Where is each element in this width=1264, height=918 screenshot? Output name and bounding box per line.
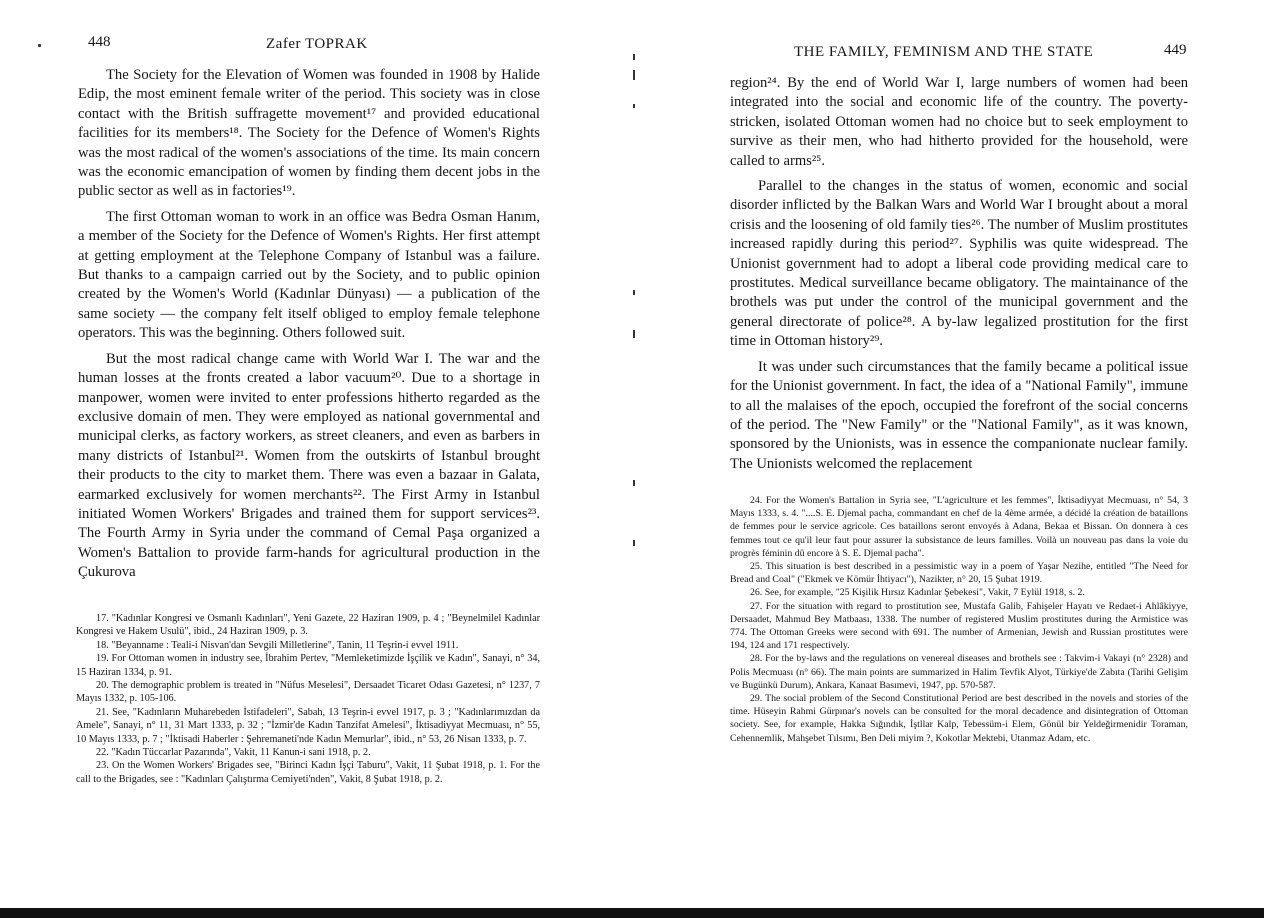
left-page-number: 448 bbox=[88, 34, 111, 50]
footnote-24: 24. For the Women's Battalion in Syria see, "L'agriculture et les femmes", İktisadiyyat Mecmuası, n° 54, 3 Mayıs 1333, s. 4. "....S. E. Djemal pacha, commandant en chef de la 4ème armée, a décidé la création de bataillons de femmes pour le service agricole. Ces bataillons seront envoyés à Adana, Bekaa et Bissan. On donnera à ces femmes tout ce qu'il leur faut pour assurer la subsistance de leurs familles. Voilà un nouveau pas dans la voie du progrès féminin dû encore à S. E. Djemal pacha". bbox=[730, 495, 1188, 559]
footnote-26: 26. See, for example, "25 Kişilik Hırsız Kadınlar Şebekesi", Vakit, 7 Eylül 1918, s. 2. bbox=[750, 587, 1085, 599]
right-paragraph: Parallel to the changes in the status of women, economic and social disorder inflicted by the Balkan Wars and World War I brought about a moral crisis and the loosening of old family ties²⁶. The number of Muslim prostitutes increased rapidly during this period²⁷. Syphilis was quite widespread. The Unionist government had to adopt a liberal code providing medical care to prostitutes. Medical surveillance became obligatory. The maintainance of the brothels was put under the control of the municipal government and the general directorate of police²⁸. A by-law legalized prostitution for the first time in Ottoman history²⁹. bbox=[730, 178, 1188, 350]
scan-edge-bar bbox=[0, 908, 1264, 918]
right-page bbox=[632, 0, 1264, 918]
right-body-text bbox=[730, 74, 1188, 480]
footnote-29: 29. The social problem of the Second Constitutional Period are best described in the novels and stories of the time. Hüseyin Rahmi Gürpınar's novels can be consulted for the moral decadence and disintegration of Ottoman society. See, for example, Hakka Sığındık, İştllar Kalp, Tebessüm-i Elem, Gönül bir Yeldeğirmenidir Toraman, Cehennemlik, Mahşebet Tılsımı, Ben Deli miyim ?, Kokotlar Mektebi, Utanmaz Adam, etc. bbox=[730, 693, 1188, 744]
left-body-text bbox=[78, 66, 540, 589]
right-footnotes bbox=[730, 494, 1188, 745]
footnote-22: 22. "Kadın Tüccarlar Pazarında", Vakit, 11 Kanun-i sani 1918, p. 2. bbox=[96, 747, 371, 759]
footnote-21: 21. See, "Kadınların Muharebeden İstifadeleri", Sabah, 13 Teşrin-i evvel 1917, p. 3 ; "Kadınlarımızdan da Amele", Sanayi, n° 11, 31 Mart 1333, p. 32 ; "İzmir'de Kadın Tanzifat Amelesi", İktisadiyyat Mecmuası, n° 55, 10 Mayıs 1333, p. 7 ; "İktisadi Haberler : Şehremaneti'nde Kadın Memurlar", ibid., n° 53, 26 Nisan 1333, p. 7. bbox=[76, 706, 540, 745]
footnote-17: 17. "Kadınlar Kongresi ve Osmanlı Kadınları", Yeni Gazete, 22 Haziran 1909, p. 4 ; "Beynelmilel Kadınlar Kongresi ve Hakem Usulü", ibid., 24 Haziran 1909, p. 3. bbox=[76, 613, 540, 638]
footnote-20: 20. The demographic problem is treated in "Nüfus Meselesi", Dersaadet Ticaret Odası Gazetesi, n° 1237, 7 Mayıs 1332, p. 105-106. bbox=[76, 680, 540, 705]
left-paragraph: The first Ottoman woman to work in an office was Bedra Osman Hanım, a member of the Society for the Defence of Women's Rights. Her first attempt at getting employment at the Telephone Company of Istanbul was a failure. But thanks to a campaign carried out by the Society, and to public opinion created by the Women's World (Kadınlar Dünyası) — a publication of the same society — the company felt itself obliged to employ female telephone operators. This was the beginning. Others followed suit. bbox=[78, 208, 540, 342]
footnote-27: 27. For the situation with regard to prostitution see, Mustafa Galib, Fahişeler Hayatı ve Redaet-i Ahlâkiyye, Dersaadet, Mahmud Bey Matbaası, 1338. The number of registered Muslim prostitutes during the Armistice was 774. The Ottoman Greeks were second with 691. The number of Armenian, Jewish and Russian prostitutes were 194, 124 and 171 respectively. bbox=[730, 600, 1188, 652]
footnote-28: 28. For the by-laws and the regulations on venereal diseases and brothels see : Takvim-i Vakayi (n° 2328) and Polis Mecmuası (n° 66). The main points are summarized in Halim Tevfik Alyot, Türkiye'de Zabıta (Tarihi Gelişim ve Bugünkü Durum), Ankara, Kanaat Basımevi, 1947, pp. 570-587. bbox=[730, 653, 1188, 691]
footnote-23: 23. On the Women Workers' Brigades see, "Birinci Kadın İşçi Taburu", Vakit, 11 Şubat 1918, p. 1. For the call to the Brigades, see : "Kadınları Çalıştırma Cemiyeti'nden", Vakit, 8 Şubat 1918, p. 2. bbox=[76, 760, 540, 785]
left-footnotes bbox=[76, 612, 540, 786]
right-paragraph: region²⁴. By the end of World War I, large numbers of women had been integrated into the social and economic life of the country. The poverty-stricken, isolated Ottoman women had no choice but to seek employment to survive as their men, who had hitherto provided for the household, were called to arms²⁵. bbox=[730, 75, 1188, 169]
right-page-number: 449 bbox=[1164, 42, 1187, 58]
scan-speck bbox=[38, 44, 41, 47]
footnote-18: 18. "Beyanname : Teali-i Nisvan'dan Sevgili Milletlerine", Tanin, 11 Teşrin-i evvel 1911. bbox=[96, 639, 459, 651]
left-paragraph: But the most radical change came with World War I. The war and the human losses at the fronts created a labor vacuum²⁰. Due to a shortage in manpower, women were invited to enter professions hitherto regarded as the exclusive domain of men. They were employed as national governmental and municipal clerks, as factory workers, as street cleaners, and even as barbers in many districts of Istanbul²¹. Women from the outskirts of Istanbul brought their products to the city to market them. There was even a bazaar in Galata, earmarked exclusively for women merchants²². The First Army in Istanbul initiated Women Workers' Brigades and trained them for support services²³. The Fourth Army in Syria under the command of Cemal Paşa organized a Women's Battalion to provide farm-hands for agricultural production in the Çukurova bbox=[78, 350, 540, 581]
left-paragraph: The Society for the Elevation of Women was founded in 1908 by Halide Edip, the most eminent female writer of the period. This society was in close contact with the British suffragette movement¹⁷ and provided educational facilities for its members¹⁸. The Society for the Defence of Women's Rights was the most radical of the women's associations of the time. Its main concern was the economic emancipation of women by finding them decent jobs in the public sector as well as in factories¹⁹. bbox=[78, 67, 540, 200]
right-paragraph: It was under such circumstances that the family became a political issue for the Unionist government. In fact, the idea of a "National Family", immune to all the malaises of the epoch, occupied the forefront of the social concerns of the period. The "New Family" or the "National Family", as it was known, sponsored by the Unionists, was in essence the companionate nuclear family. The Unionists welcomed the replacement bbox=[730, 358, 1188, 472]
footnote-25: 25. This situation is best described in a pessimistic way in a poem of Yaşar Nezihe, entitled "The Need for Bread and Coal" ("Ekmek ve Kömür İhtiyacı"), Nazikter, n° 20, 15 Şubat 1919. bbox=[730, 561, 1188, 586]
left-running-head: Zafer TOPRAK bbox=[266, 36, 368, 52]
footnote-19: 19. For Ottoman women in industry see, İbrahim Pertev, "Memleketimizde İşçilik ve Kadın", Sanayi, n° 34, 15 Haziran 1334, p. 91. bbox=[76, 653, 540, 678]
right-running-head: THE FAMILY, FEMINISM AND THE STATE bbox=[794, 44, 1094, 60]
